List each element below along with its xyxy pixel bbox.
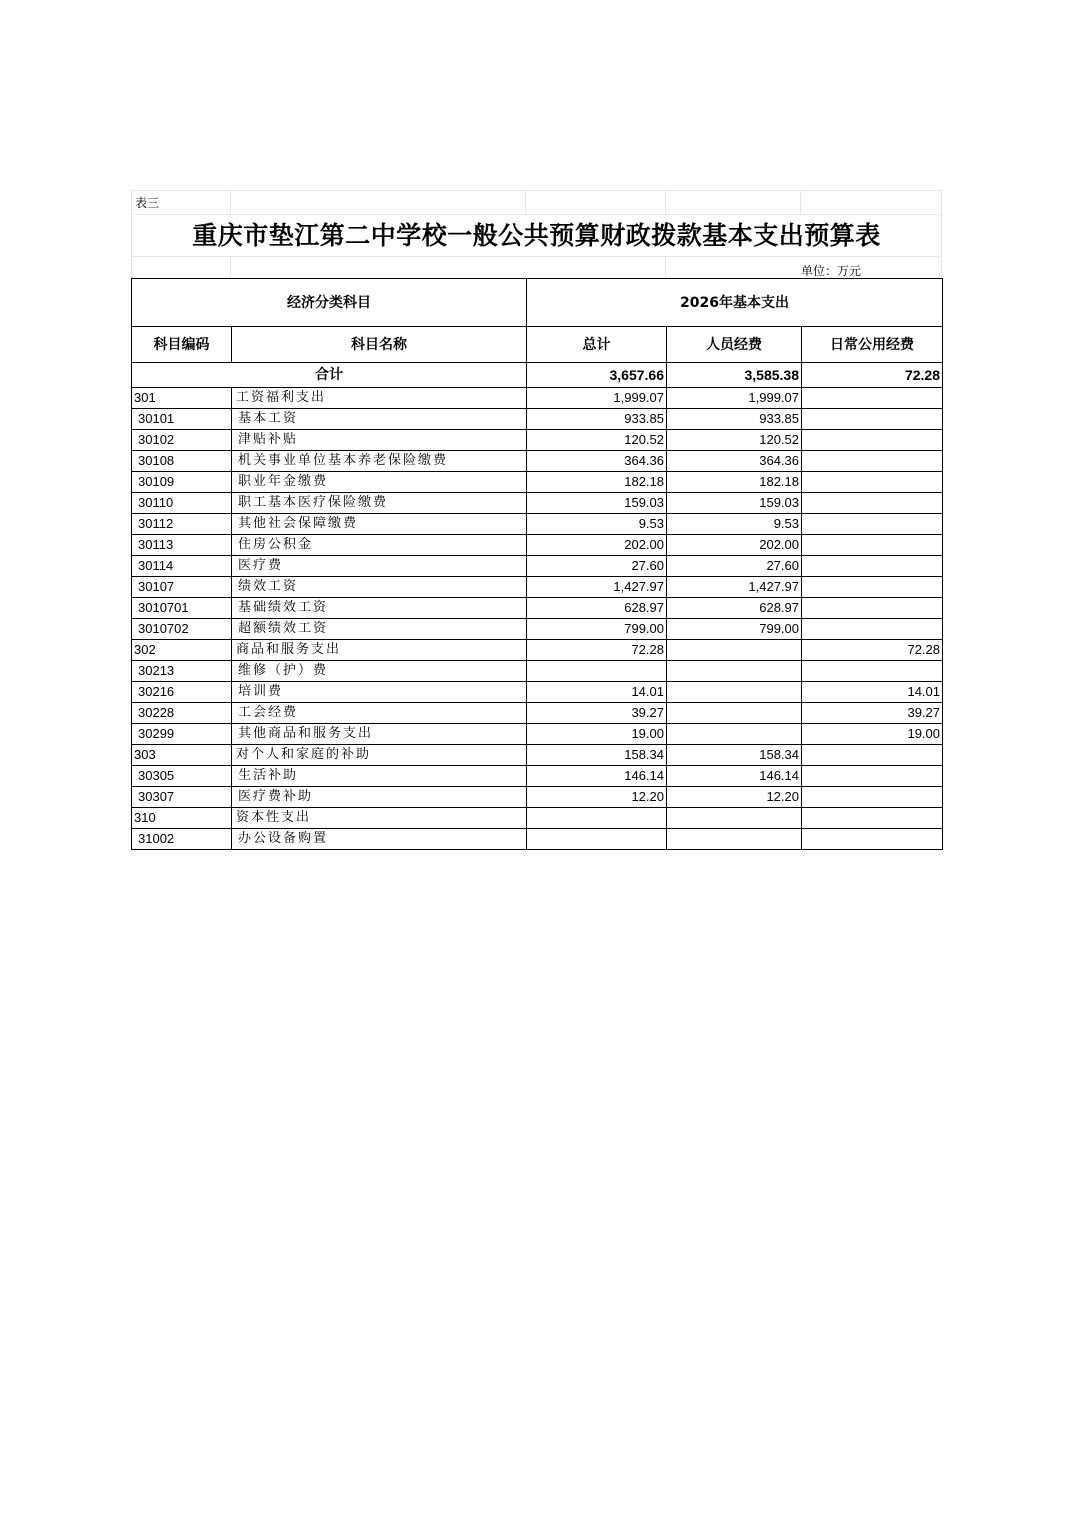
public-cell [802,661,943,682]
table-row [132,808,943,829]
header-total: 总计 [527,327,667,363]
gridline [131,214,942,215]
code-cell: 30307 [132,787,232,808]
total-cell: 39.27 [527,703,667,724]
table-row [132,640,943,661]
name-cell: 津贴补贴 [232,430,527,451]
table-row [132,451,943,472]
total-cell [527,661,667,682]
public-cell: 39.27 [802,703,943,724]
sheet-header-area [131,190,942,278]
budget-table [131,278,943,850]
code-cell: 30112 [132,514,232,535]
code-cell: 30305 [132,766,232,787]
name-cell: 办公设备购置 [232,829,527,850]
total-cell: 158.34 [527,745,667,766]
name-cell: 工资福利支出 [232,388,527,409]
total-cell: 1,427.97 [527,577,667,598]
table-row [132,724,943,745]
table-row [132,430,943,451]
public-cell [802,535,943,556]
code-cell: 30216 [132,682,232,703]
budget-sheet [131,190,942,850]
personnel-cell: 1,999.07 [667,388,802,409]
total-cell: 72.28 [527,640,667,661]
personnel-cell: 12.20 [667,787,802,808]
gridline [800,190,801,214]
header-basic-expenditure: 2026年基本支出 [527,279,943,327]
total-cell: 628.97 [527,598,667,619]
sheet-tag: 表三 [135,196,160,210]
total-cell: 799.00 [527,619,667,640]
personnel-cell: 628.97 [667,598,802,619]
name-cell: 维修（护）费 [232,661,527,682]
gridline [131,256,942,257]
total-cell: 27.60 [527,556,667,577]
gridline [665,190,666,214]
name-cell: 资本性支出 [232,808,527,829]
personnel-cell: 364.36 [667,451,802,472]
unit-label: 单位：万元 [801,264,862,278]
table-row [132,682,943,703]
public-cell: 72.28 [802,640,943,661]
personnel-cell: 202.00 [667,535,802,556]
total-row [132,363,943,388]
personnel-cell: 27.60 [667,556,802,577]
gridline [131,190,942,191]
name-cell: 医疗费补助 [232,787,527,808]
header-row-group [132,279,943,327]
name-cell: 基本工资 [232,409,527,430]
code-cell: 30228 [132,703,232,724]
code-cell: 30299 [132,724,232,745]
gridline [230,190,231,214]
public-cell [802,598,943,619]
header-name: 科目名称 [232,327,527,363]
personnel-cell: 933.85 [667,409,802,430]
public-cell [802,451,943,472]
personnel-cell: 159.03 [667,493,802,514]
page-title: 重庆市垫江第二中学校一般公共预算财政拨款基本支出预算表 [192,221,881,250]
name-cell: 对个人和家庭的补助 [232,745,527,766]
personnel-cell: 182.18 [667,472,802,493]
total-cell: 9.53 [527,514,667,535]
code-cell: 30101 [132,409,232,430]
public-cell [802,787,943,808]
code-cell: 3010702 [132,619,232,640]
public-cell: 14.01 [802,682,943,703]
total-cell: 202.00 [527,535,667,556]
header-personnel: 人员经费 [667,327,802,363]
public-cell [802,430,943,451]
table-row [132,661,943,682]
personnel-cell: 1,427.97 [667,577,802,598]
name-cell: 绩效工资 [232,577,527,598]
total-cell: 1,999.07 [527,388,667,409]
public-cell [802,388,943,409]
total-cell: 12.20 [527,787,667,808]
table-row [132,766,943,787]
total-cell: 364.36 [527,451,667,472]
table-row [132,472,943,493]
personnel-cell [667,829,802,850]
public-cell [802,556,943,577]
total-label: 合计 [132,363,527,388]
personnel-cell: 158.34 [667,745,802,766]
gridline [525,190,526,214]
name-cell: 住房公积金 [232,535,527,556]
table-row [132,619,943,640]
total-cell [527,829,667,850]
code-cell: 30213 [132,661,232,682]
table-row [132,787,943,808]
public-cell: 19.00 [802,724,943,745]
personnel-cell: 9.53 [667,514,802,535]
code-cell: 3010701 [132,598,232,619]
table-row [132,556,943,577]
name-cell: 机关事业单位基本养老保险缴费 [232,451,527,472]
gridline [230,256,231,278]
total-cell [527,808,667,829]
code-cell: 310 [132,808,232,829]
table-row [132,703,943,724]
total-cell: 14.01 [527,682,667,703]
personnel-cell [667,661,802,682]
code-cell: 31002 [132,829,232,850]
table-row [132,745,943,766]
header-economic-classification: 经济分类科目 [132,279,527,327]
public-cell [802,619,943,640]
header-code: 科目编码 [132,327,232,363]
name-cell: 基础绩效工资 [232,598,527,619]
name-cell: 职工基本医疗保险缴费 [232,493,527,514]
header-row-columns [132,327,943,363]
total-amount: 3,657.66 [527,363,667,388]
name-cell: 生活补助 [232,766,527,787]
public-cell [802,514,943,535]
code-cell: 30114 [132,556,232,577]
code-cell: 302 [132,640,232,661]
name-cell: 超额绩效工资 [232,619,527,640]
public-cell [802,829,943,850]
table-row [132,577,943,598]
name-cell: 培训费 [232,682,527,703]
total-cell: 933.85 [527,409,667,430]
total-cell: 146.14 [527,766,667,787]
name-cell: 商品和服务支出 [232,640,527,661]
table-row [132,829,943,850]
code-cell: 30108 [132,451,232,472]
personnel-cell [667,724,802,745]
name-cell: 其他社会保障缴费 [232,514,527,535]
name-cell: 医疗费 [232,556,527,577]
table-row [132,409,943,430]
public-cell [802,808,943,829]
personnel-cell [667,640,802,661]
public-cell [802,493,943,514]
public-cell [802,745,943,766]
name-cell: 其他商品和服务支出 [232,724,527,745]
personnel-cell: 799.00 [667,619,802,640]
name-cell: 职业年金缴费 [232,472,527,493]
total-cell: 120.52 [527,430,667,451]
code-cell: 303 [132,745,232,766]
table-row [132,388,943,409]
public-cell [802,577,943,598]
table-row [132,493,943,514]
header-public: 日常公用经费 [802,327,943,363]
personnel-cell: 146.14 [667,766,802,787]
table-row [132,535,943,556]
personnel-cell: 120.52 [667,430,802,451]
gridline [665,256,666,278]
public-cell [802,409,943,430]
code-cell: 301 [132,388,232,409]
code-cell: 30113 [132,535,232,556]
code-cell: 30109 [132,472,232,493]
total-personnel: 3,585.38 [667,363,802,388]
table-row [132,514,943,535]
public-cell [802,472,943,493]
personnel-cell [667,703,802,724]
total-cell: 19.00 [527,724,667,745]
total-cell: 182.18 [527,472,667,493]
total-public: 72.28 [802,363,943,388]
personnel-cell [667,808,802,829]
public-cell [802,766,943,787]
code-cell: 30110 [132,493,232,514]
code-cell: 30102 [132,430,232,451]
name-cell: 工会经费 [232,703,527,724]
total-cell: 159.03 [527,493,667,514]
table-row [132,598,943,619]
personnel-cell [667,682,802,703]
code-cell: 30107 [132,577,232,598]
